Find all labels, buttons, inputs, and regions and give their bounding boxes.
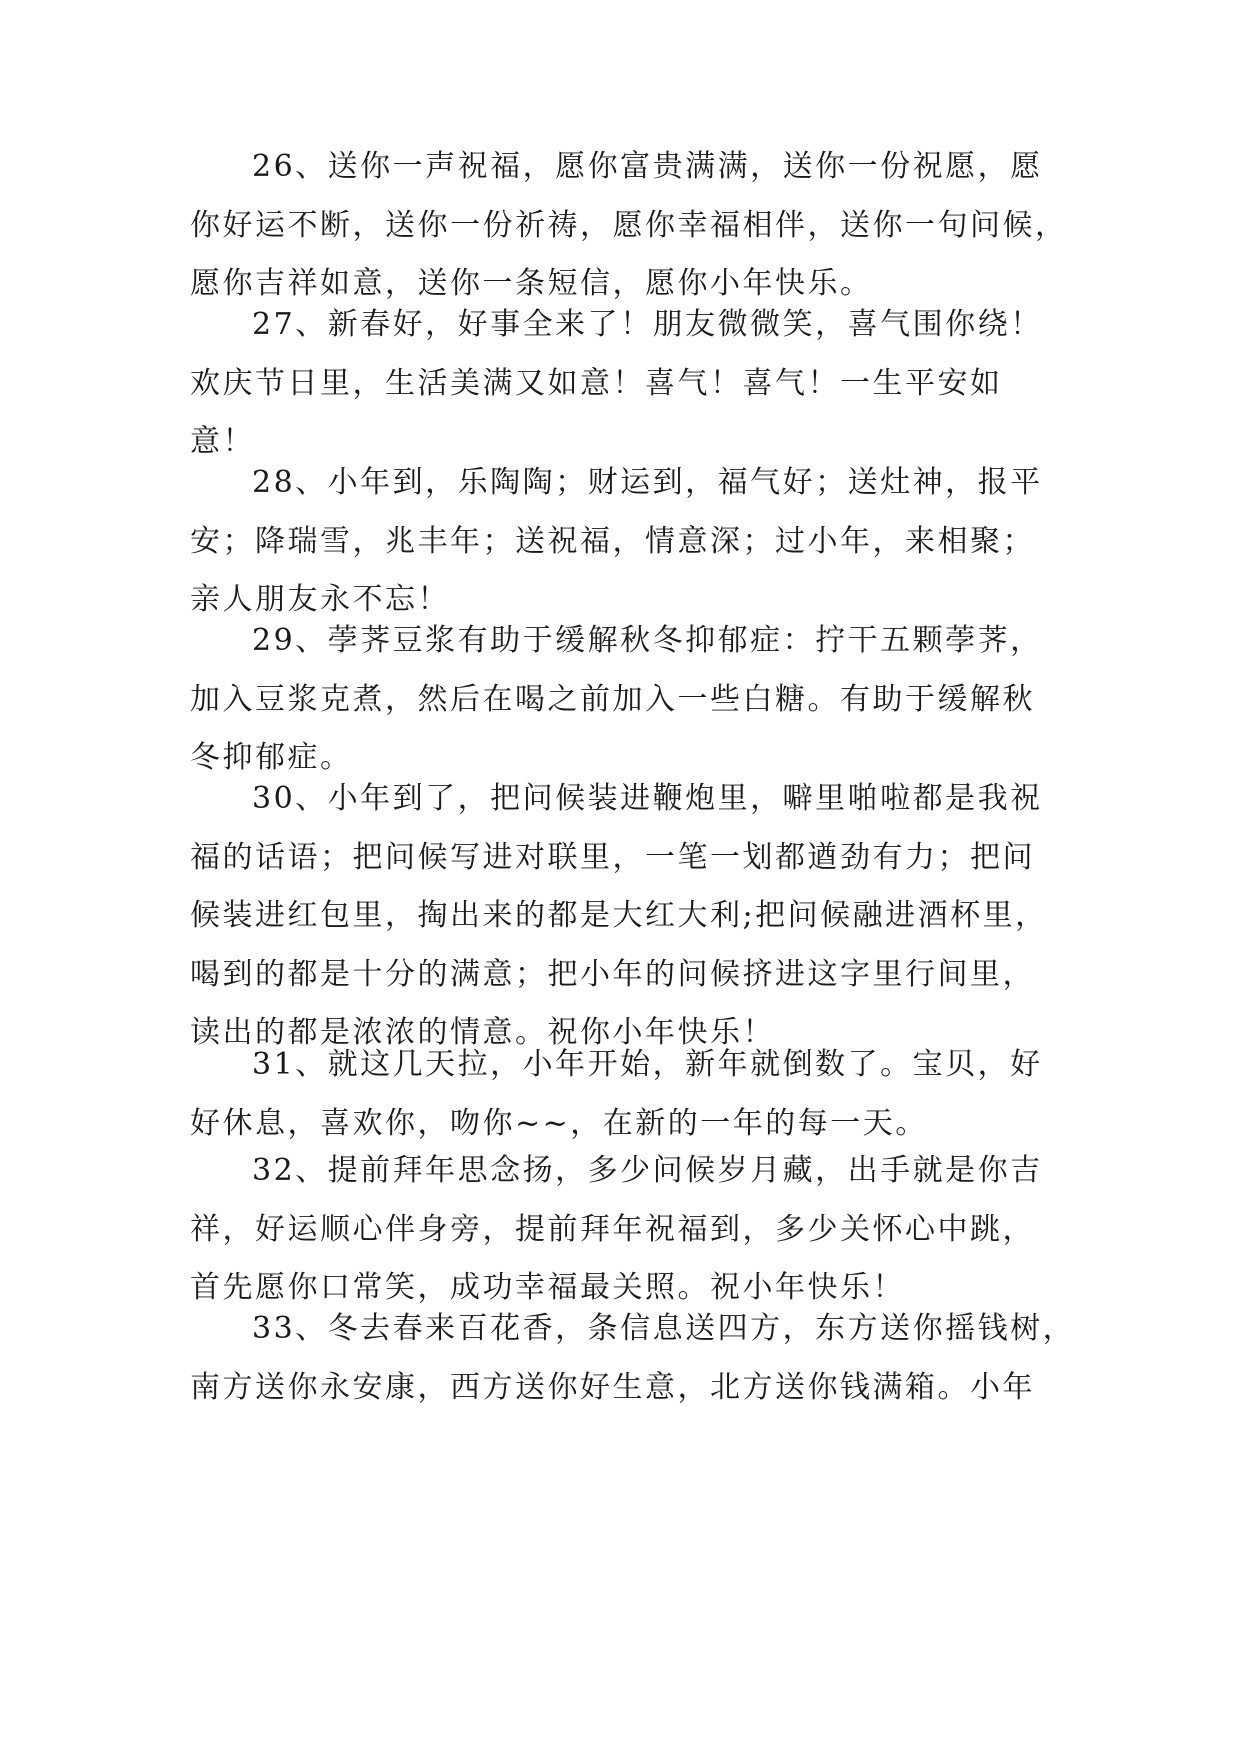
paragraph-28: [190, 454, 1070, 630]
text-line: 候装进红包里，掏出来的都是大红大利;把问候融进酒杯里，: [190, 898, 1048, 933]
paragraph-32: [190, 1142, 1070, 1318]
paragraph-26: [190, 138, 1070, 314]
text-line: 南方送你永安康，西方送你好生意，北方送你钱满箱。小年: [190, 1369, 1035, 1405]
text-line: 33、冬去春来百花香，条信息送四方，东方送你摇钱树，: [252, 1311, 1076, 1346]
text-line: 26、送你一声祝福，愿你富贵满满，送你一份祝愿，愿: [252, 149, 1043, 184]
text-line: 读出的都是浓浓的情意。祝你小年快乐！: [190, 1015, 775, 1050]
text-line: 好休息，喜欢你，吻你~~，在新的一年的每一天。: [190, 1105, 928, 1141]
paragraph-30: [190, 770, 1070, 1063]
text-line: 31、就这几天拉，小年开始，新年就倒数了。宝贝，好: [252, 1047, 1043, 1082]
text-line: 27、新春好，好事全来了！朋友微微笑，喜气围你绕！: [252, 307, 1043, 342]
text-line: 冬抑郁症。: [190, 740, 353, 775]
paragraph-27: [190, 296, 1070, 472]
text-line: 28、小年到，乐陶陶；财运到，福气好；送灶神，报平: [252, 465, 1043, 500]
text-line: 欢庆节日里，生活美满又如意！喜气！喜气！一生平安如: [190, 365, 1003, 401]
text-line: 加入豆浆克煮，然后在喝之前加入一些白糖。有助于缓解秋: [190, 681, 1035, 717]
text-line: 安；降瑞雪，兆丰年；送祝福，情意深；过小年，来相聚；: [190, 523, 1035, 559]
text-line: 喝到的都是十分的满意；把小年的问候挤进这字里行间里，: [190, 956, 1035, 992]
text-line: 意！: [190, 424, 255, 459]
text-line: 29、荸荠豆浆有助于缓解秋冬抑郁症：拧干五颗荸荠，: [252, 623, 1043, 658]
paragraph-33: [190, 1300, 1076, 1417]
paragraph-31: [190, 1036, 1070, 1153]
text-line: 愿你吉祥如意，送你一条短信，愿你小年快乐。: [190, 266, 873, 301]
paragraph-29: [190, 612, 1070, 788]
text-line: 亲人朋友永不忘！: [190, 582, 450, 617]
text-line: 祥，好运顺心伴身旁，提前拜年祝福到，多少关怀心中跳，: [190, 1211, 1035, 1247]
text-line: 你好运不断，送你一份祈祷，愿你幸福相伴，送你一句问候，: [190, 207, 1068, 243]
text-line: 首先愿你口常笑，成功幸福最关照。祝小年快乐！: [190, 1270, 905, 1305]
text-line: 福的话语；把问候写进对联里，一笔一划都遒劲有力；把问: [190, 839, 1035, 875]
text-line: 32、提前拜年思念扬，多少问候岁月藏，出手就是你吉: [252, 1153, 1043, 1188]
text-line: 30、小年到了，把问候装进鞭炮里，噼里啪啦都是我祝: [252, 781, 1043, 816]
